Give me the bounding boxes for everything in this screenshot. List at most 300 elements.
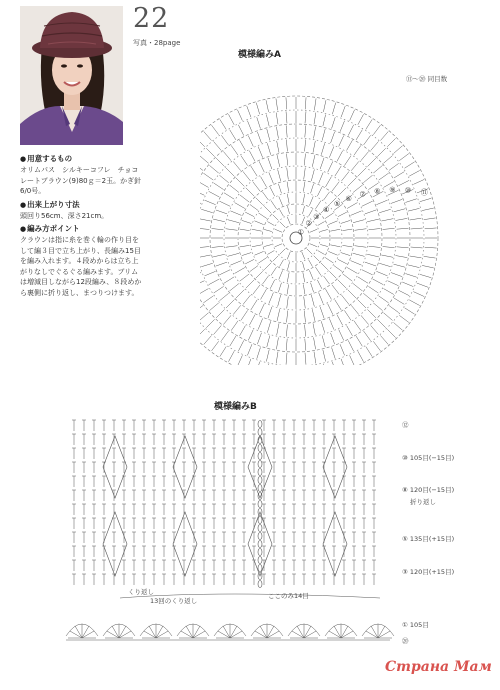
stitch-mark [247, 344, 252, 355]
stitch-mark [268, 307, 272, 318]
stitch-mark [380, 131, 388, 140]
stitch-mark [312, 155, 315, 167]
stitch-mark [319, 172, 324, 183]
stitch-mark [258, 318, 263, 329]
stitch-mark [270, 187, 275, 196]
round-label: ⑦ [359, 190, 366, 199]
stitch-mark [410, 218, 422, 220]
stitch-mark [230, 284, 239, 291]
stitch-mark [277, 155, 280, 167]
stitch-mark [302, 217, 305, 224]
magic-ring-icon [290, 232, 302, 244]
stitch-mark [395, 256, 407, 258]
stitch-mark [320, 229, 328, 231]
round-label: ① [297, 228, 304, 237]
stitch-mark [240, 325, 246, 335]
stitch-mark [287, 217, 290, 224]
stitch-mark [303, 194, 305, 204]
stitch-mark [383, 289, 393, 295]
stitch-mark [371, 141, 379, 150]
stitch-mark [383, 156, 392, 164]
chain-stitch [258, 533, 262, 540]
section-body-size [20, 211, 155, 222]
stitch-mark [321, 143, 324, 154]
stitch-mark [381, 219, 393, 221]
stitch-mark [371, 325, 379, 334]
stitch-mark [305, 125, 306, 137]
stitch-mark [332, 362, 335, 365]
stitch-mark [369, 246, 381, 247]
stitch-mark [226, 300, 234, 308]
stitch-mark [420, 198, 432, 201]
stitch-mark [257, 117, 261, 128]
stitch-mark [240, 140, 246, 150]
stitch-mark [204, 335, 212, 344]
stitch-mark [389, 163, 399, 170]
stitch-mark [257, 347, 261, 358]
stitch-mark [425, 228, 437, 229]
stitch-mark [267, 336, 270, 348]
stitch-mark [219, 175, 228, 183]
stitch-mark [200, 163, 203, 170]
motif-diamond [248, 512, 272, 576]
stitch-mark [325, 257, 333, 263]
stitch-mark [246, 280, 254, 288]
stitch-mark [233, 161, 241, 170]
stitch-mark [271, 267, 277, 275]
stitch-mark [280, 209, 284, 216]
stitch-mark [326, 177, 332, 187]
stitch-mark [212, 125, 219, 135]
stitch-mark [213, 219, 225, 222]
section-body-materials [20, 165, 155, 197]
stitch-mark [337, 315, 343, 326]
stitch-mark [278, 184, 281, 194]
stitch-mark [201, 263, 212, 266]
stitch-mark [310, 244, 317, 247]
stitch-mark [226, 168, 234, 176]
stitch-mark [231, 145, 238, 155]
text-line: オリムパス シルキーコフレ チョコ [20, 166, 139, 174]
stitch-mark [362, 201, 373, 206]
stitch-mark [248, 136, 253, 147]
stitch-mark [377, 319, 385, 327]
stitch-mark [335, 300, 341, 310]
stitch-mark [373, 279, 384, 285]
stitch-mark [250, 266, 258, 272]
stitch-mark [424, 256, 436, 258]
text-line: は増減目しながら12段編み、８段めか [20, 278, 142, 286]
stitch-mark [280, 222, 286, 228]
stitch-mark [259, 161, 264, 172]
stitch-mark [256, 362, 259, 365]
stitch-mark [350, 355, 355, 365]
row-label-12: ⑫ [402, 421, 409, 429]
stitch-mark [342, 229, 352, 231]
stitch-mark [324, 192, 330, 200]
stitch-mark [379, 209, 390, 212]
text-line: ら裏側に折り返し、まつりつけます。 [20, 288, 139, 297]
stitch-mark [365, 262, 376, 266]
stitch-mark [391, 199, 402, 203]
chain-stitch [258, 421, 262, 428]
stitch-mark [213, 254, 225, 257]
stitch-mark [205, 271, 216, 276]
stitch-mark [358, 277, 368, 283]
diagram-b-title: 模様編みB [214, 402, 257, 412]
stitch-mark [230, 261, 241, 266]
round-label: ⑧ [374, 187, 381, 196]
stitch-mark [335, 166, 341, 176]
stitch-mark [269, 172, 274, 183]
section-heading-size: ● 出来上がり寸法 [20, 199, 80, 210]
stitch-mark [251, 300, 257, 310]
stitch-mark [363, 293, 372, 301]
stitch-mark [338, 212, 347, 217]
stitch-mark [236, 178, 244, 186]
stitch-mark [264, 244, 272, 246]
stitch-mark [200, 313, 209, 321]
stitch-mark [413, 292, 424, 297]
stitch-mark [341, 359, 345, 365]
stitch-mark [354, 145, 361, 155]
site-watermark: Страна Мам [385, 659, 492, 675]
stitch-mark [278, 169, 281, 181]
stitch-mark [351, 305, 359, 314]
stitch-mark [230, 211, 241, 216]
stitch-mark [338, 259, 347, 264]
row-mark: ⑧ [402, 486, 408, 494]
stitch-mark [203, 173, 213, 180]
stitch-mark [320, 158, 324, 169]
round-label: ⑥ [345, 195, 352, 204]
stitch-mark [373, 125, 380, 135]
stitch-mark [363, 175, 372, 183]
stitch-mark [273, 256, 279, 262]
stitch-mark [351, 211, 362, 216]
stitch-mark [227, 220, 239, 223]
stitch-mark [413, 179, 424, 184]
stitch-mark [405, 199, 416, 203]
stitch-mark [254, 251, 263, 255]
stitch-mark [369, 228, 381, 229]
stitch-mark [367, 254, 379, 257]
stitch-mark [228, 114, 234, 125]
stitch-mark [286, 111, 287, 123]
stitch-mark [353, 284, 362, 291]
stitch-mark [411, 228, 423, 229]
stitch-mark [245, 259, 254, 264]
row-label-1 [402, 620, 429, 629]
stitch-mark [220, 119, 226, 129]
row-label-8 [402, 485, 454, 494]
motif-diamond [173, 512, 197, 576]
stitch-mark [343, 274, 353, 281]
stitch-mark [247, 106, 251, 117]
stitch-mark [322, 336, 325, 348]
stitch-mark [314, 113, 316, 125]
stitch-mark [214, 141, 222, 150]
chart-round [282, 224, 310, 252]
stitch-mark [273, 215, 279, 221]
stitch-mark [230, 185, 239, 192]
stitch-mark [332, 117, 336, 128]
stitch-mark [422, 265, 434, 268]
stitch-mark [354, 321, 361, 331]
stitch-mark [321, 321, 324, 332]
diagram-a-legend: ⑪～⑳ 同目数 [406, 75, 448, 83]
stitch-mark [259, 213, 267, 219]
stitch-mark [325, 213, 333, 219]
stitch-mark [275, 244, 282, 247]
stitch-mark [323, 364, 326, 365]
stitch-mark [256, 103, 259, 115]
stitch-mark [276, 113, 278, 125]
stitch-mark [280, 249, 286, 255]
stitch-mark [304, 311, 305, 323]
stitch-mark [367, 158, 375, 166]
stitch-mark [391, 273, 402, 277]
stitch-mark [303, 272, 305, 282]
stitch-mark [277, 323, 279, 335]
stitch-mark [228, 351, 234, 362]
stitch-mark [219, 270, 230, 275]
stitch-mark [394, 298, 404, 304]
stitch-mark [277, 309, 280, 321]
stitch-mark [358, 300, 366, 308]
stitch-mark [252, 229, 262, 231]
row-label-3 [402, 567, 454, 576]
stitch-mark [354, 246, 366, 248]
stitch-mark [358, 351, 364, 362]
stitch-mark [323, 350, 326, 362]
stitch-mark [342, 245, 352, 247]
stitch-mark [344, 310, 351, 320]
stitch-mark [315, 201, 321, 209]
stitch-mark [221, 135, 228, 145]
stitch-mark [224, 193, 234, 199]
diagram-b-chart [60, 412, 395, 652]
stitch-mark [237, 110, 242, 121]
stitch-mark [353, 253, 365, 256]
stitch-mark [221, 331, 228, 341]
stitch-mark [309, 260, 313, 267]
stitch-mark [303, 284, 305, 294]
chain-stitch [258, 517, 262, 524]
stitch-mark [397, 247, 409, 248]
stitch-mark [332, 103, 335, 115]
stitch-mark [397, 228, 409, 229]
annotation-here-14: ここのみ14目 [268, 592, 309, 600]
motif-diamond [103, 512, 127, 576]
row-count: 135目(+15目) [409, 535, 455, 543]
stitch-mark [267, 222, 274, 226]
stitch-mark [394, 209, 406, 212]
stitch-mark [353, 220, 365, 223]
stitch-mark [366, 119, 372, 129]
stitch-mark [268, 158, 272, 169]
stitch-mark [206, 319, 214, 327]
stitch-mark [246, 188, 254, 196]
stitch-mark [328, 221, 337, 225]
stitch-mark [347, 268, 357, 274]
stitch-mark [286, 125, 287, 137]
stitch-mark [278, 283, 281, 293]
stitch-mark [287, 206, 289, 214]
stitch-mark [267, 129, 270, 141]
stitch-mark [287, 284, 289, 294]
row-count: 120目(+15目) [409, 568, 455, 576]
stitch-mark [266, 364, 269, 365]
stitch-mark [361, 315, 369, 324]
stitch-mark [379, 263, 390, 266]
stitch-mark [329, 271, 336, 278]
text-line: クラウンは指に糸を巻く輪の作り目を [20, 236, 139, 244]
stitch-mark [358, 114, 364, 125]
stitch-mark [328, 161, 333, 172]
stitch-mark [323, 100, 326, 112]
stitch-mark [373, 165, 382, 173]
stitch-mark [304, 154, 305, 166]
stitch-mark [269, 293, 274, 304]
fold-label: 折り返し [410, 498, 436, 506]
chain-stitch [258, 453, 262, 460]
stitch-mark [339, 330, 344, 341]
stitch-mark [398, 290, 409, 295]
stitch-mark [341, 106, 345, 117]
stitch-mark [332, 182, 339, 192]
section-body-points [20, 235, 155, 298]
stitch-mark [231, 321, 238, 331]
stitch-mark [348, 125, 353, 136]
chain-stitch [258, 429, 262, 436]
stitch-mark [366, 347, 372, 357]
stitch-mark [356, 130, 362, 140]
stitch-mark [302, 252, 305, 259]
stitch-mark [287, 168, 289, 180]
row-count: 105目(−15目) [409, 454, 455, 462]
stitch-mark [305, 139, 306, 151]
row-mark: ③ [402, 568, 408, 576]
text-line: がりなしでぐるぐる編みます。ブリム [20, 267, 139, 276]
stitch-mark [287, 262, 289, 270]
stitch-mark [254, 221, 263, 225]
stitch-mark [341, 220, 351, 223]
stitch-mark [223, 315, 231, 324]
stitch-mark [302, 262, 304, 270]
row-count: 120目(−15目) [409, 486, 455, 494]
stitch-mark [233, 305, 241, 314]
motif-diamond [248, 436, 272, 498]
stitch-mark [200, 306, 203, 313]
stitch-mark [200, 219, 211, 221]
stitch-mark [214, 286, 224, 293]
stitch-mark [344, 156, 351, 166]
stitch-mark [249, 151, 255, 162]
stitch-mark [312, 309, 315, 321]
stitch-mark [242, 253, 252, 256]
stitch-mark [409, 300, 420, 306]
stitch-mark [243, 172, 250, 181]
stitch-mark [376, 200, 387, 205]
stitch-mark [230, 130, 236, 140]
row-mark: ① [402, 621, 408, 629]
stitch-mark [200, 247, 209, 248]
stitch-mark [311, 283, 314, 293]
stitch-mark [402, 282, 413, 287]
stitch-mark [276, 352, 278, 364]
stitch-mark [365, 210, 376, 214]
stitch-mark [305, 325, 306, 337]
stitch-mark [241, 310, 248, 320]
stitch-mark [389, 306, 399, 313]
chain-stitch [258, 501, 262, 508]
stitch-mark [387, 138, 395, 146]
stitch-mark [287, 272, 289, 282]
chain-stitch [258, 565, 262, 572]
stitch-mark [201, 209, 212, 212]
photo-page-reference: 写真・28page [133, 39, 181, 47]
stitch-mark [200, 281, 204, 286]
stitch-mark [279, 196, 283, 205]
stitch-mark [212, 341, 219, 351]
row-label-5 [402, 534, 454, 543]
chain-stitch [258, 477, 262, 484]
stitch-mark [267, 321, 270, 332]
chain-stitch [258, 525, 262, 532]
stitch-mark [219, 293, 228, 301]
stitch-mark [209, 191, 220, 197]
stitch-mark [219, 201, 230, 206]
stitch-mark [342, 172, 349, 181]
stitch-mark [350, 110, 355, 121]
round-label: ⑩ [404, 186, 412, 195]
stitch-mark [395, 218, 407, 220]
stitch-mark [209, 279, 220, 285]
stitch-mark [340, 344, 345, 355]
stitch-mark [224, 277, 234, 283]
motif-diamond [323, 436, 347, 498]
stitch-mark [376, 271, 387, 276]
stitch-mark [393, 146, 402, 154]
stitch-mark [408, 208, 420, 211]
stitch-mark [247, 359, 251, 365]
stitch-mark [379, 296, 389, 303]
round-label: ⑤ [333, 199, 341, 208]
stitch-mark [393, 322, 402, 330]
stitch-mark [237, 355, 242, 365]
row-mark: ⑤ [402, 535, 408, 543]
stitch-mark [314, 127, 316, 139]
stitch-mark [216, 158, 224, 166]
stitch-mark [216, 262, 227, 266]
stitch-mark [275, 229, 282, 232]
row-label-20: ⑳ [402, 637, 409, 645]
stitch-mark [380, 335, 388, 344]
annotation-repeat-13: 13回のくり返し [150, 597, 198, 605]
stitch-mark [361, 151, 369, 160]
stitch-mark [203, 296, 213, 303]
stitch-mark [304, 168, 306, 180]
stitch-mark [262, 276, 268, 284]
chain-stitch [258, 581, 262, 588]
stitch-mark [424, 218, 436, 220]
stitch-mark [314, 337, 316, 349]
stitch-mark [279, 270, 283, 279]
stitch-mark [330, 229, 340, 231]
stitch-mark [309, 270, 313, 279]
stitch-mark [420, 274, 432, 277]
